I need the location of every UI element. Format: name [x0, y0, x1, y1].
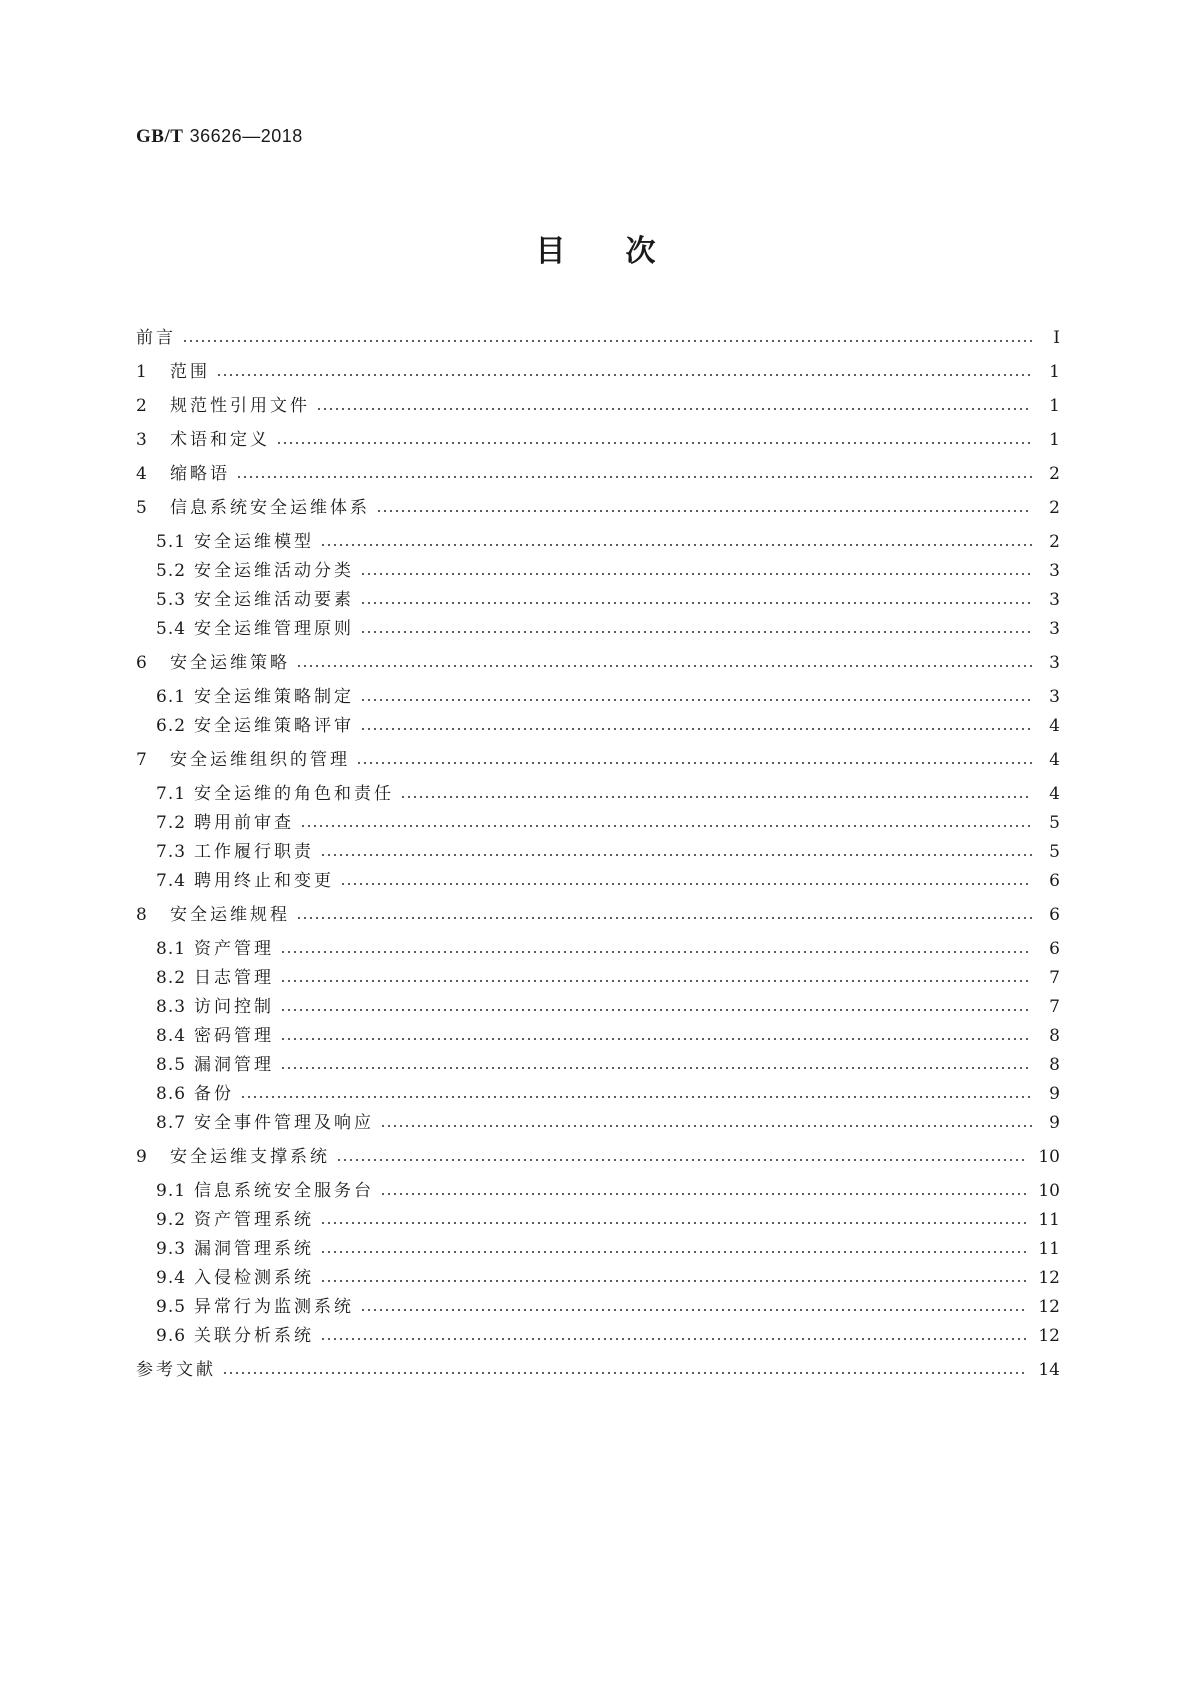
dot-leader [280, 1067, 1032, 1069]
toc-entry-label: 范围 [170, 362, 210, 382]
toc-entry[interactable] [136, 1023, 1060, 1049]
toc-entry-label: 安全运维组织的管理 [170, 750, 350, 770]
dot-leader [376, 510, 1032, 512]
standard-prefix: GB/T [136, 126, 184, 147]
dot-leader [280, 1038, 1032, 1040]
toc-entry-label: 资产管理系统 [194, 1210, 314, 1230]
toc-entry-number: 4 [136, 464, 148, 484]
toc-entry-number: 5.3 [156, 590, 187, 610]
toc-entry[interactable] [136, 325, 1060, 351]
toc-entry-label: 缩略语 [170, 464, 230, 484]
toc-entry[interactable] [136, 1236, 1060, 1262]
toc-entry-label: 前言 [136, 328, 176, 348]
toc-entry-number: 9 [136, 1147, 148, 1167]
toc-entry-page: 9 [1049, 1084, 1060, 1104]
toc-entry-number: 7.2 [156, 813, 187, 833]
toc-entry-number: 5.2 [156, 561, 187, 581]
dot-leader [296, 665, 1032, 667]
toc-entry-number: 5.1 [156, 532, 187, 552]
dot-leader [240, 1096, 1032, 1098]
toc-entry[interactable] [136, 461, 1060, 487]
toc-entry[interactable] [136, 427, 1060, 453]
toc-entry-label: 漏洞管理系统 [194, 1239, 314, 1259]
toc-entry-label: 安全运维管理原则 [194, 619, 354, 639]
toc-entry[interactable] [136, 1265, 1060, 1291]
toc-entry-number: 8.2 [156, 968, 187, 988]
dot-leader [360, 1309, 1026, 1311]
toc-entry-label: 资产管理 [194, 939, 274, 959]
toc-entry[interactable] [136, 1294, 1060, 1320]
toc-entry-label: 关联分析系统 [194, 1326, 314, 1346]
dot-leader [340, 883, 1032, 885]
toc-entry-number: 8.1 [156, 939, 187, 959]
toc-entry-page: 2 [1049, 464, 1060, 484]
toc-entry-number: 5 [136, 498, 148, 518]
toc-entry[interactable] [136, 393, 1060, 419]
toc-entry-label: 入侵检测系统 [194, 1268, 314, 1288]
toc-entry-page: 10 [1038, 1181, 1060, 1201]
toc-entry-label: 术语和定义 [170, 430, 270, 450]
toc-entry[interactable] [136, 1110, 1060, 1136]
dot-leader [300, 825, 1032, 827]
toc-entry-number: 8 [136, 905, 148, 925]
toc-entry-label: 备份 [194, 1084, 234, 1104]
toc-entry[interactable] [136, 839, 1060, 865]
toc-entry[interactable] [136, 495, 1060, 521]
toc-entry-page: 7 [1049, 968, 1060, 988]
toc-entry[interactable] [136, 781, 1060, 807]
toc-entry-number: 7 [136, 750, 148, 770]
toc-entry[interactable] [136, 1357, 1060, 1383]
toc-entry-label: 安全运维活动要素 [194, 590, 354, 610]
dot-leader [320, 1222, 1026, 1224]
toc-entry-number: 6 [136, 653, 148, 673]
dot-leader [336, 1159, 1026, 1161]
toc-entry-page: 6 [1049, 939, 1060, 959]
toc-entry-label: 安全运维活动分类 [194, 561, 354, 581]
dot-leader [380, 1125, 1032, 1127]
toc-entry-page: 6 [1049, 871, 1060, 891]
toc-entry-page: 5 [1049, 813, 1060, 833]
toc-entry-label: 信息系统安全运维体系 [170, 498, 370, 518]
dot-leader [222, 1372, 1026, 1374]
dot-leader [236, 476, 1032, 478]
toc-entry-page: 1 [1049, 430, 1060, 450]
toc-entry-page: 12 [1038, 1268, 1060, 1288]
dot-leader [320, 854, 1032, 856]
toc-entry-page: 11 [1038, 1210, 1060, 1230]
dot-leader [356, 762, 1032, 764]
toc-entry-label: 日志管理 [194, 968, 274, 988]
dot-leader [360, 728, 1032, 730]
toc-entry-label: 安全运维策略制定 [194, 687, 354, 707]
toc-entry[interactable] [136, 684, 1060, 710]
toc-entry-page: 1 [1049, 396, 1060, 416]
toc-entry[interactable] [136, 1144, 1060, 1170]
toc-entry-page: 10 [1038, 1147, 1060, 1167]
toc-entry[interactable] [136, 965, 1060, 991]
toc-entry-number: 8.5 [156, 1055, 187, 1075]
toc-entry-number: 2 [136, 396, 148, 416]
toc-entry-number: 6.2 [156, 716, 187, 736]
toc-entry[interactable] [136, 810, 1060, 836]
toc-entry-page: 9 [1049, 1113, 1060, 1133]
toc-entry-page: 6 [1049, 905, 1060, 925]
dot-leader [276, 442, 1032, 444]
dot-leader [380, 1193, 1026, 1195]
toc-entry[interactable] [136, 587, 1060, 613]
dot-leader [400, 796, 1032, 798]
toc-entry-page: 5 [1049, 842, 1060, 862]
toc-entry-number: 9.2 [156, 1210, 187, 1230]
toc-entry-label: 漏洞管理 [194, 1055, 274, 1075]
toc-entry-label: 异常行为监测系统 [194, 1297, 354, 1317]
toc-entry-page: 12 [1038, 1326, 1060, 1346]
toc-entry-label: 聘用前审查 [194, 813, 294, 833]
dot-leader [320, 1251, 1026, 1253]
toc-entry-number: 7.3 [156, 842, 187, 862]
toc-entry[interactable] [136, 936, 1060, 962]
toc-entry-page: 2 [1049, 532, 1060, 552]
toc-entry-number: 7.4 [156, 871, 187, 891]
toc-entry[interactable] [136, 616, 1060, 642]
dot-leader [320, 1280, 1026, 1282]
toc-entry-page: 11 [1038, 1239, 1060, 1259]
toc-entry-page: 8 [1049, 1055, 1060, 1075]
toc-entry-label: 安全运维规程 [170, 905, 290, 925]
toc-entry-page: 8 [1049, 1026, 1060, 1046]
toc-entry-number: 8.7 [156, 1113, 187, 1133]
standard-code [136, 126, 303, 148]
toc-entry-page: 3 [1049, 590, 1060, 610]
toc-entry-label: 工作履行职责 [194, 842, 314, 862]
toc-entry-page: 4 [1049, 784, 1060, 804]
toc-entry-number: 5.4 [156, 619, 187, 639]
standard-number: 36626—2018 [189, 126, 303, 146]
toc-entry-page: 3 [1049, 687, 1060, 707]
toc-entry-number: 6.1 [156, 687, 187, 707]
toc-entry-page: 3 [1049, 561, 1060, 581]
dot-leader [280, 1009, 1032, 1011]
toc-entry-label: 安全运维策略评审 [194, 716, 354, 736]
toc-entry-label: 规范性引用文件 [170, 396, 310, 416]
toc-entry-label: 参考文献 [136, 1360, 216, 1380]
toc-entry-page: 7 [1049, 997, 1060, 1017]
toc-entry[interactable] [136, 1178, 1060, 1204]
toc-entry-page: 12 [1038, 1297, 1060, 1317]
toc-entry-label: 安全运维的角色和责任 [194, 784, 394, 804]
toc-entry-page: 1 [1049, 362, 1060, 382]
toc-entry[interactable] [136, 902, 1060, 928]
toc-entry-label: 安全运维策略 [170, 653, 290, 673]
dot-leader [360, 602, 1032, 604]
toc-entry-number: 3 [136, 430, 148, 450]
toc-entry-page: 14 [1038, 1360, 1060, 1380]
page-title: 目次 [535, 234, 716, 269]
dot-leader [280, 980, 1032, 982]
toc-entry-number: 9.6 [156, 1326, 187, 1346]
toc-entry-number: 8.6 [156, 1084, 187, 1104]
toc-entry-label: 安全事件管理及响应 [194, 1113, 374, 1133]
toc-entry[interactable] [136, 1081, 1060, 1107]
toc-entry[interactable] [136, 747, 1060, 773]
toc-entry-number: 1 [136, 362, 148, 382]
toc-entry-page: 2 [1049, 498, 1060, 518]
toc-entry-label: 访问控制 [194, 997, 274, 1017]
toc-entry-number: 9.5 [156, 1297, 187, 1317]
dot-leader [320, 1338, 1026, 1340]
toc-entry-page: 3 [1049, 653, 1060, 673]
toc-entry[interactable] [136, 868, 1060, 894]
toc-entry-label: 安全运维支撑系统 [170, 1147, 330, 1167]
toc-entry[interactable] [136, 650, 1060, 676]
toc-entry-number: 8.3 [156, 997, 187, 1017]
toc-entry-number: 9.3 [156, 1239, 187, 1259]
toc-entry[interactable] [136, 713, 1060, 739]
toc-entry-number: 7.1 [156, 784, 187, 804]
toc-entry-label: 聘用终止和变更 [194, 871, 334, 891]
dot-leader [360, 573, 1032, 575]
toc-entry-label: 安全运维模型 [194, 532, 314, 552]
dot-leader [216, 374, 1032, 376]
toc-entry-page: 4 [1049, 750, 1060, 770]
toc-entry-number: 8.4 [156, 1026, 187, 1046]
toc-entry[interactable] [136, 1323, 1060, 1349]
dot-leader [360, 631, 1032, 633]
dot-leader [280, 951, 1032, 953]
toc-entry-number: 9.1 [156, 1181, 187, 1201]
dot-leader [296, 917, 1032, 919]
toc-entry-page: 4 [1049, 716, 1060, 736]
toc-entry[interactable] [136, 558, 1060, 584]
dot-leader [360, 699, 1032, 701]
toc-entry[interactable] [136, 359, 1060, 385]
toc-entry[interactable] [136, 529, 1060, 555]
toc-entry-page: Ⅰ [1053, 328, 1060, 348]
toc-entry[interactable] [136, 1052, 1060, 1078]
toc-entry-number: 9.4 [156, 1268, 187, 1288]
dot-leader [316, 408, 1032, 410]
dot-leader [320, 544, 1032, 546]
toc-entry-label: 信息系统安全服务台 [194, 1181, 374, 1201]
toc-entry-page: 3 [1049, 619, 1060, 639]
toc-entry[interactable] [136, 1207, 1060, 1233]
toc-entry[interactable] [136, 994, 1060, 1020]
dot-leader [182, 340, 1032, 342]
toc-entry-label: 密码管理 [194, 1026, 274, 1046]
